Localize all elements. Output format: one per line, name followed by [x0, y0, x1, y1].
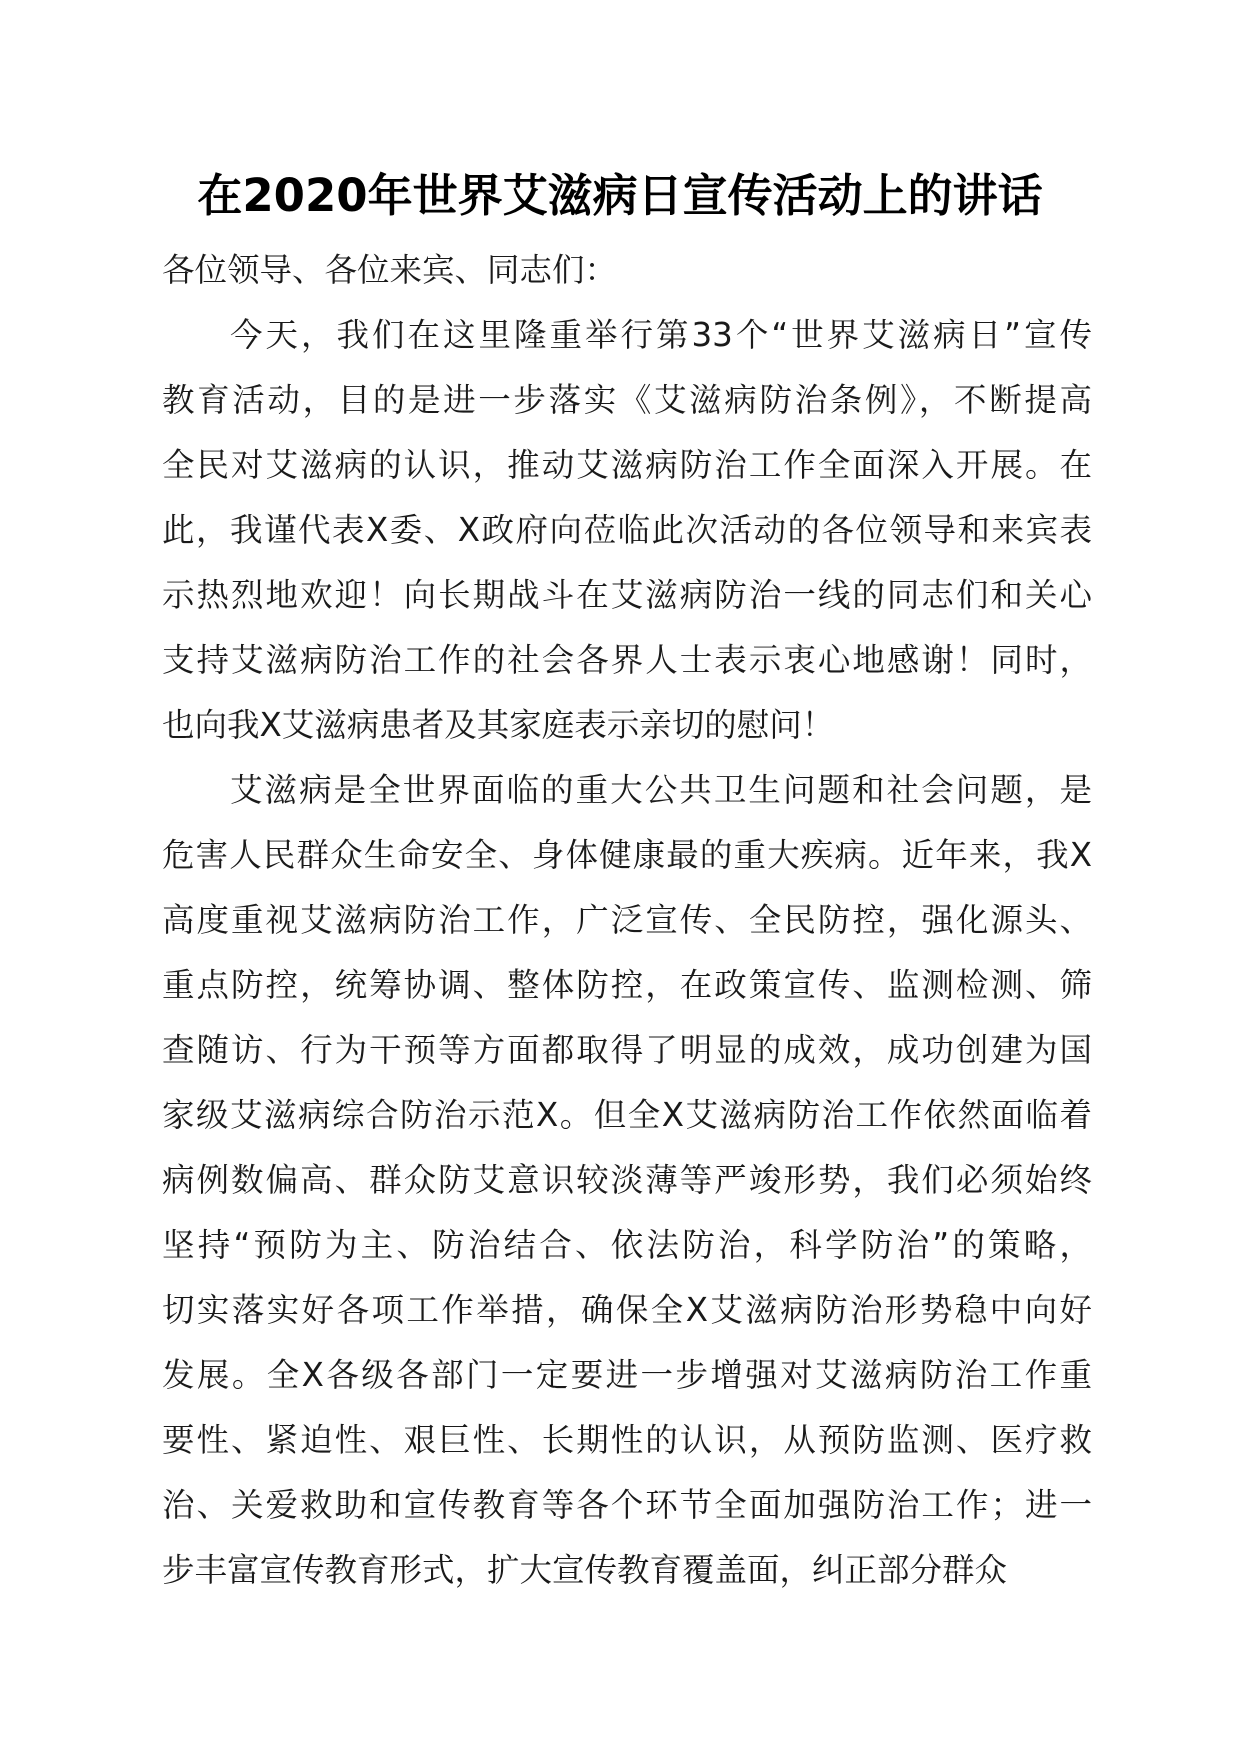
- paragraph-1-line-6: 支持艾滋病防治工作的社会各界人士表示衷心地感谢！同时，: [162, 641, 1092, 679]
- paragraph-1-line-3: 全民对艾滋病的认识，推动艾滋病防治工作全面深入开展。在: [162, 446, 1092, 484]
- paragraph-2-line-12: 治、关爱救助和宣传教育等各个环节全面加强防治工作；进一: [162, 1486, 1092, 1524]
- paragraph-2-line-8: 坚持“预防为主、防治结合、依法防治，科学防治”的策略，: [162, 1226, 1092, 1264]
- paragraph-2-line-10: 发展。全X各级各部门一定要进一步增强对艾滋病防治工作重: [162, 1356, 1092, 1394]
- paragraph-1-line-2: 教育活动，目的是进一步落实《艾滋病防治条例》，不断提高: [162, 381, 1092, 419]
- document-title: 在2020年世界艾滋病日宣传活动上的讲话: [197, 169, 1043, 222]
- paragraph-2-line-13: 步丰富宣传教育形式，扩大宣传教育覆盖面，纠正部分群众: [162, 1551, 1008, 1589]
- paragraph-1-line-4: 此，我谨代表X委、X政府向莅临此次活动的各位领导和来宾表: [162, 511, 1092, 549]
- paragraph-2-line-3: 高度重视艾滋病防治工作，广泛宣传、全民防控，强化源头、: [162, 901, 1092, 939]
- paragraph-2-line-5: 查随访、行为干预等方面都取得了明显的成效，成功创建为国: [162, 1031, 1092, 1069]
- paragraph-2-line-1: 艾滋病是全世界面临的重大公共卫生问题和社会问题，是: [230, 771, 1092, 809]
- paragraph-1-line-7: 也向我X艾滋病患者及其家庭表示亲切的慰问！: [162, 706, 835, 744]
- paragraph-2-line-2: 危害人民群众生命安全、身体健康最的重大疾病。近年来，我X: [162, 836, 1092, 874]
- document-body: [162, 238, 1092, 1603]
- paragraph-1-line-5: 示热烈地欢迎！向长期战斗在艾滋病防治一线的同志们和关心: [162, 576, 1092, 614]
- paragraph-1-line-1: 今天，我们在这里隆重举行第33个“世界艾滋病日”宣传: [230, 316, 1092, 354]
- paragraph-2-line-4: 重点防控，统筹协调、整体防控，在政策宣传、监测检测、筛: [162, 966, 1092, 1004]
- salutation: 各位领导、各位来宾、同志们：: [162, 251, 618, 289]
- paragraph-2-line-9: 切实落实好各项工作举措，确保全X艾滋病防治形势稳中向好: [162, 1291, 1092, 1329]
- paragraph-2-line-6: 家级艾滋病综合防治示范X。但全X艾滋病防治工作依然面临着: [162, 1096, 1092, 1134]
- paragraph-2-line-11: 要性、紧迫性、艰巨性、长期性的认识，从预防监测、医疗救: [162, 1421, 1092, 1459]
- paragraph-2-line-7: 病例数偏高、群众防艾意识较淡薄等严竣形势，我们必须始终: [162, 1161, 1092, 1199]
